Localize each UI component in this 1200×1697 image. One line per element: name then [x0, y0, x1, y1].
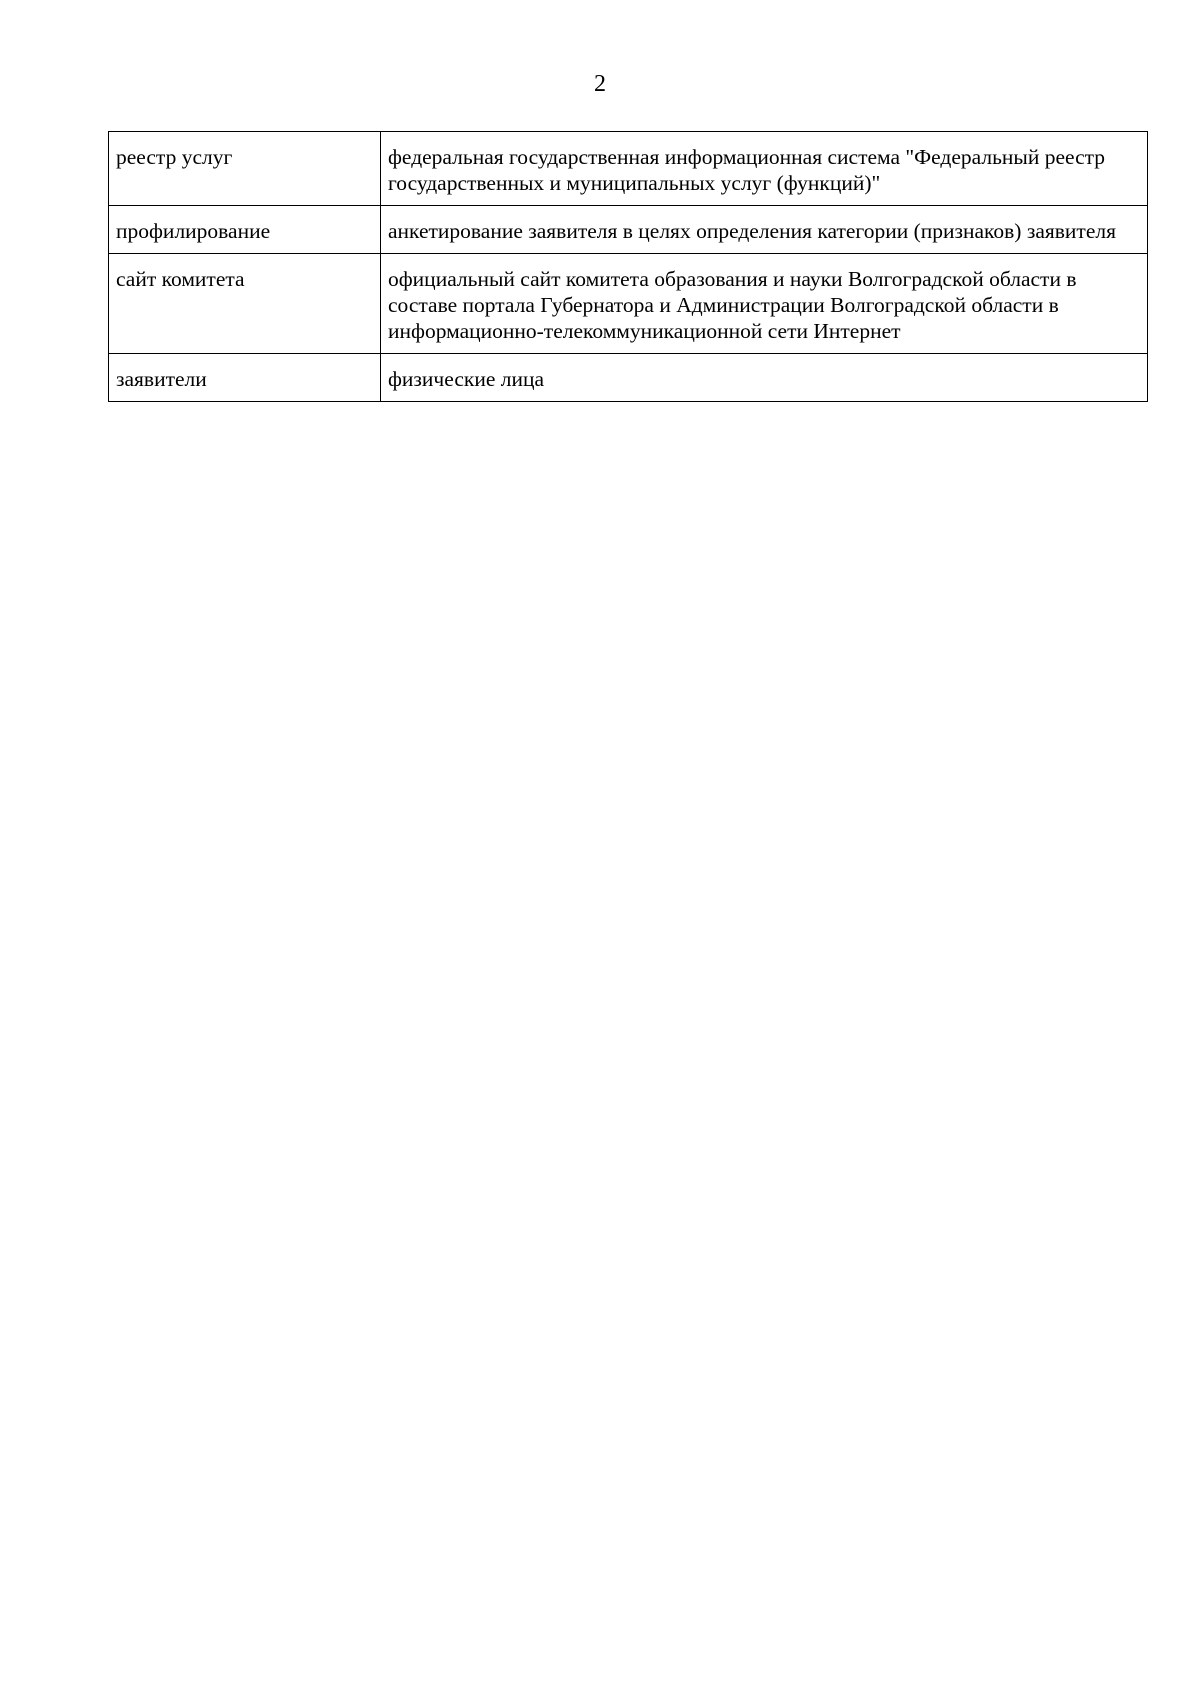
table-row [109, 206, 1148, 254]
definitions-table [108, 131, 1148, 402]
term-cell: заявители [109, 354, 381, 402]
definition-cell: анкетирование заявителя в целях определения категории (признаков) заявителя [381, 206, 1148, 254]
term-cell: реестр услуг [109, 132, 381, 206]
definition-cell: физические лица [381, 354, 1148, 402]
table-row [109, 254, 1148, 354]
definition-cell: федеральная государственная информационная система "Федеральный реестр государственных и муниципальных услуг (функций)" [381, 132, 1148, 206]
term-cell: сайт комитета [109, 254, 381, 354]
definition-cell: официальный сайт комитета образования и науки Волгоградской области в составе портала Губернатора и Администрации Волгоградской области в информационно-телекоммуникационной сети Интернет [381, 254, 1148, 354]
term-cell: профилирование [109, 206, 381, 254]
page-number: 2 [594, 71, 606, 97]
table-row [109, 354, 1148, 402]
table-row [109, 132, 1148, 206]
